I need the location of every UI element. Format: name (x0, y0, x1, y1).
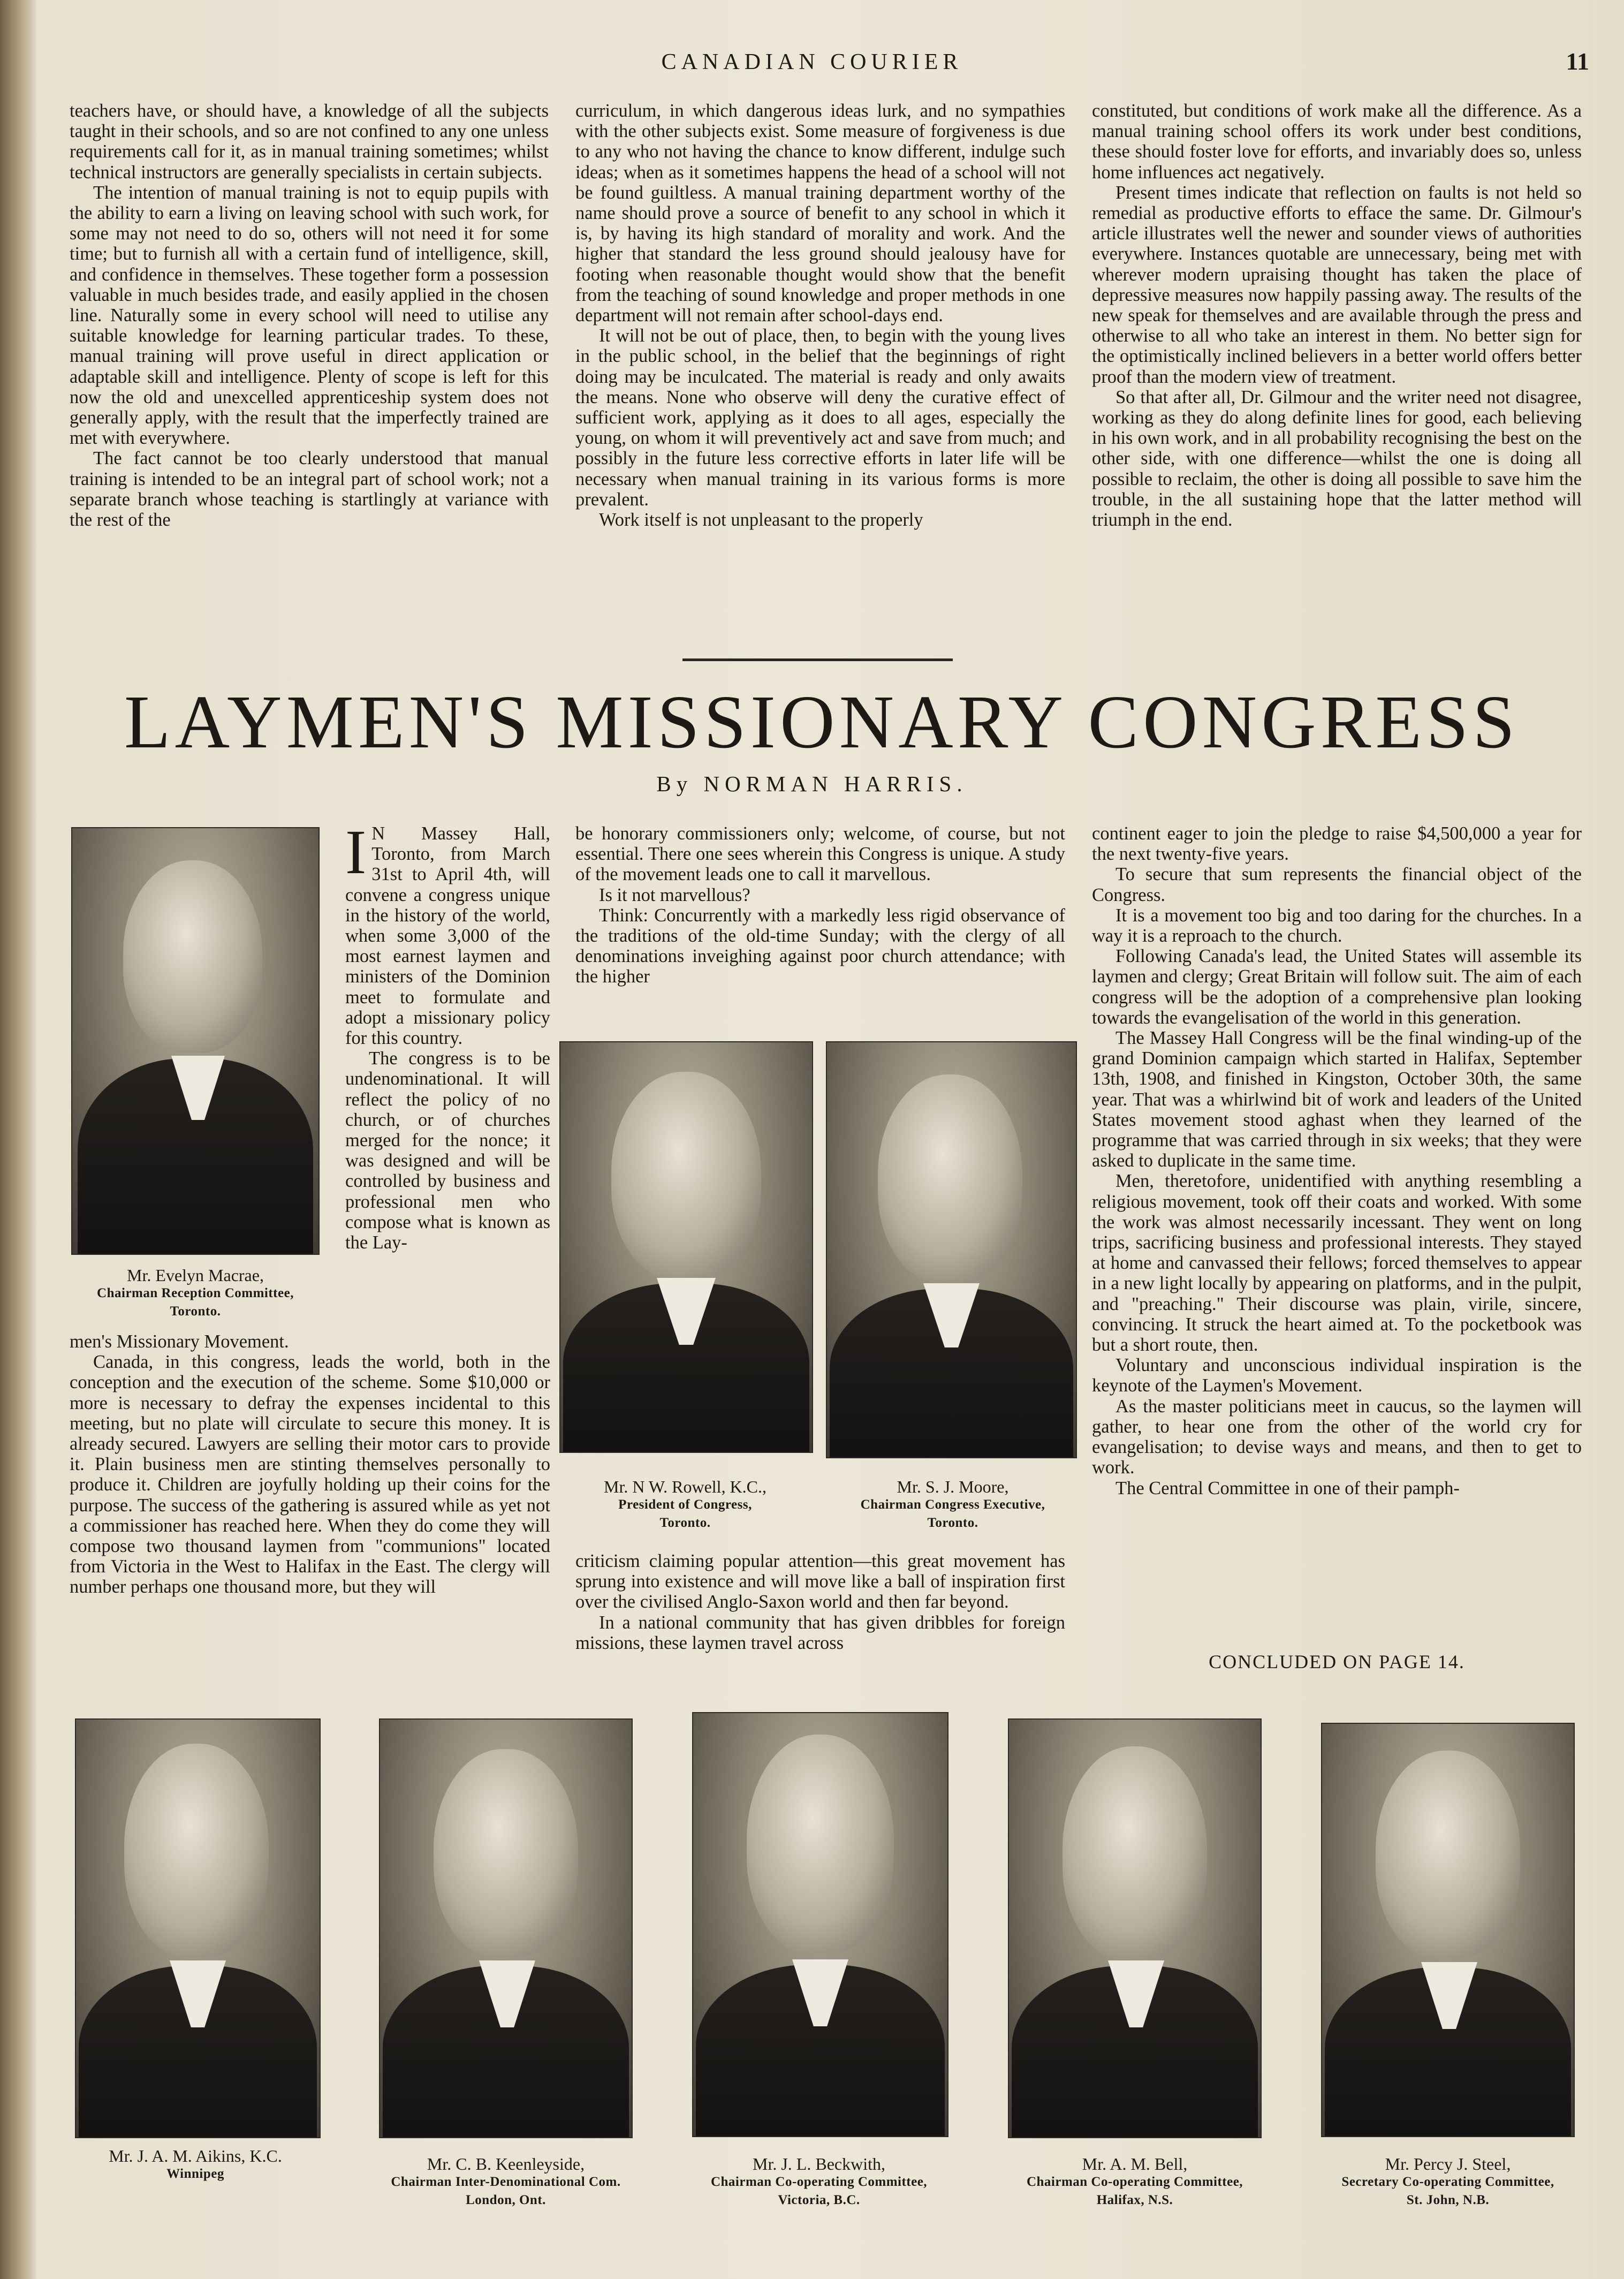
top-article-column-3 (1092, 101, 1582, 530)
portrait-name: Mr. N W. Rowell, K.C., (603, 1477, 767, 1496)
portrait-place: London, Ont. (466, 2193, 546, 2207)
portrait-steel-photo (1321, 1723, 1575, 2137)
paragraph: Canada, in this congress, leads the world, both in the conception and the execution of the scheme. Some $10,000 or more is necessary to defray the expenses incidental to this meeting, but no plate will circulate to secure this money. It is already secured. Lawyers are selling their motor cars to provide it. Plain business men are stinting themselves personally to produce it. Children are joyfully holding up their coins for the purpose. The success of the gathering is assured while as yet not a commissioner has reached here. When they do come they will compose two thousand laymen from "communions" located from Victoria in the West to Halifax in the East. The clergy will number perhaps one thousand more, but they will (70, 1352, 550, 1597)
portrait-name: Mr. J. L. Beckwith, (753, 2154, 885, 2174)
paragraph: constituted, but conditions of work make all the difference. As a manual training school offers its work under best conditions, these should foster love for efforts, and invariably does so, unless home influences act negatively. (1092, 101, 1582, 183)
paragraph: So that after all, Dr. Gilmour and the writer need not disagree, working as they do along definite lines for good, each believing in his own work, and in all probability recognising the best on the other side, with one difference—whilst the one is doing all possible to reclaim, the other is doing all possible to save him the trouble, in the all sustaining hope that the latter method will triumph in the end. (1092, 387, 1582, 531)
paragraph: To secure that sum represents the financial object of the Congress. (1092, 864, 1582, 905)
paragraph: be honorary commissioners only; welcome, of course, but not essential. There one sees wherein this Congress is unique. A study of the movement leads one to call it marvellous. (575, 823, 1065, 885)
article-column-2-top (575, 823, 1065, 987)
portrait-place: St. John, N.B. (1406, 2193, 1490, 2207)
paragraph: In a national community that has given dribbles for foreign missions, these laymen travel across (575, 1612, 1065, 1653)
portrait-keenleyside-photo (379, 1718, 633, 2138)
portrait-place: Toronto. (659, 1516, 711, 1530)
paragraph: Think: Concurrently with a markedly less rigid observance of the traditions of the old-time Sunday; with the clergy of all denominations inveighing against poor church attendance; with the higher (575, 905, 1065, 987)
portrait-name: Mr. Percy J. Steel, (1385, 2154, 1511, 2174)
portrait-bell-caption (985, 2155, 1285, 2209)
paragraph: The intention of manual training is not to equip pupils with the ability to earn a living on leaving school with such work, for some may not need to do so, others will not need it for some time; but to furnish all with a certain fund of intelligence, skill, and confidence in themselves. These together form a possession valuable in much besides trade, and easily applied in the chosen line. Naturally some in every school will need to utilise any suitable knowledge for learning particular trades. To these, manual training will prove useful in direct application or adaptable skill and intelligence. Plenty of scope is left for this now the old and unexcelled apprenticeship system does not generally apply, with the result that the imperfectly trained are met with everywhere. (70, 182, 549, 449)
article-column-3 (1092, 823, 1582, 1498)
paragraph: teachers have, or should have, a knowledge of all the subjects taught in their schools, and so are not confined to any one unless requirements call for it, as in manual training sometimes; whilst technical instructors are generally specialists in certain subjects. (70, 101, 549, 183)
paragraph-text: N Massey Hall, Toronto, from March 31st to April 4th, will convene a congress unique in the history of the world, when some 3,000 of the most earnest laymen and ministers of the Dominion meet to formulate and adopt a missionary policy for this country. (345, 823, 550, 1049)
portrait-rowell-photo (559, 1041, 813, 1453)
paragraph: Men, theretofore, unidentified with anything resembling a religious movement, took off their coats and worked. With some the work was almost necessarily incessant. They went on long trips, sacrificing business and professional interests. They stayed at home and canvassed their fellows; forced themselves to appear in a new light locally by appearing on platforms, and in the pulpit, and "preaching." Their discourse was plain, virile, sincere, convincing. It struck the heart aimed at. To the pocketbook was but a short route, then. (1092, 1171, 1582, 1356)
paragraph: men's Missionary Movement. (70, 1331, 289, 1352)
portrait-aikins-photo (75, 1718, 321, 2138)
portrait-name: Mr. J. A. M. Aikins, K.C. (109, 2146, 282, 2166)
top-article-column-2 (575, 101, 1065, 530)
paragraph: The Massey Hall Congress will be the final winding-up of the grand Dominion campaign which started in Halifax, September 13th, 1908, and finished in Kingston, October 30th, the same year. That was a whirlwind bit of work and leaders of the United States movement stood aghast when they learned of the programme that was carried through in six weeks; that they were asked to duplicate in the same time. (1092, 1028, 1582, 1171)
section-divider (682, 658, 953, 661)
portrait-keenleyside-caption (353, 2155, 658, 2209)
portrait-role: Chairman Co-operating Committee, (1026, 2175, 1243, 2189)
portrait-macrae-photo (71, 827, 320, 1255)
paragraph: As the master politicians meet in caucus, so the laymen will gather, to hear one from the other of the world cry for evangelisation; to devise ways and means, and then to get to work. (1092, 1396, 1582, 1478)
paragraph: The fact cannot be too clearly understood that manual training is intended to be an integral part of school work; not a separate branch whose teaching is startlingly at variance with the rest of the (70, 448, 549, 531)
running-head: CANADIAN COURIER (661, 50, 963, 74)
portrait-beckwith-caption (669, 2155, 969, 2209)
portrait-bell-photo (1008, 1718, 1262, 2138)
portrait-place: Halifax, N.S. (1096, 2193, 1173, 2207)
paragraph: criticism claiming popular attention—this great movement has sprung into existence and will move like a ball of inspiration first over the civilised Anglo-Saxon world and then far beyond. (575, 1551, 1065, 1612)
paragraph: The congress is to be undenominational. It will reflect the policy of no church, or of churches merged for the nonce; it was designed and will be controlled by business and professional men who compose what is known as the Lay- (345, 1048, 550, 1253)
portrait-name: Mr. C. B. Keenleyside, (427, 2154, 585, 2174)
portrait-role: Chairman Congress Executive, (860, 1497, 1045, 1512)
article-byline: By NORMAN HARRIS. (656, 771, 968, 796)
article-column-1 (345, 817, 550, 1253)
binding-edge (0, 0, 37, 2279)
paragraph: Present times indicate that reflection on faults is not held so remedial as productive efforts to efface the same. Dr. Gilmour's article illustrates well the newer and sounder views of authorities everywhere. Instances quotable are unnecessary, being met with wherever modern upraising thought has taken the place of depressive measures now happily passing away. The results of the new speak for themselves and are available through the press and otherwise to all who take an interest in them. No better sign for the optimistically inclined believers in a better world offers better proof than the modern view of treatment. (1092, 182, 1582, 387)
portrait-beckwith-photo (692, 1712, 948, 2137)
portrait-role: Chairman Reception Committee, (97, 1286, 294, 1300)
top-article-column-1 (70, 101, 549, 530)
paragraph: The Central Committee in one of their pamph- (1115, 1478, 1460, 1498)
paragraph: curriculum, in which dangerous ideas lurk, and no sympathies with the other subjects exist. Some measure of forgiveness is due to any who not having the chance to know different, indulge such ideas; when as it sometimes happens the head of a school will not be found guiltless. A manual training department worthy of the name should prove a source of benefit to any school in which it is, by having its high standard of morality and work. And the higher that standard the less ground should jealousy have for footing when reasonable thought would show that the benefit from the teaching of sound knowledge and proper methods in one department will not remain after school-days end. (575, 101, 1065, 326)
paragraph: It is a movement too big and too daring for the churches. In a way it is a reproach to the church. (1092, 905, 1582, 947)
portrait-name: Mr. S. J. Moore, (897, 1477, 1009, 1496)
article-column-2-bottom (575, 1551, 1065, 1653)
portrait-moore-photo (826, 1041, 1077, 1458)
paragraph: Is it not marvellous? (599, 884, 750, 905)
drop-cap: I (345, 817, 367, 887)
portrait-place: Victoria, B.C. (778, 2193, 860, 2207)
paragraph (345, 817, 550, 1049)
portrait-place: Toronto. (927, 1516, 978, 1530)
portrait-role: Chairman Inter-Denominational Com. (391, 2175, 621, 2189)
paragraph: It will not be out of place, then, to begin with the young lives in the public school, in the belief that the beginnings of right doing may be inculcated. The material is ready and only awaits the means. None who observe will deny the curative effect of sufficient work, applying as it does to all ages, especially the young, on whom it will preventively act and save from much; and possibly in the future less corrective efforts in later life will be necessary when manual training in its various forms is more prevalent. (575, 325, 1065, 510)
paragraph: Voluntary and unconscious individual inspiration is the keynote of the Laymen's Movement. (1092, 1355, 1582, 1396)
portrait-moore-caption (827, 1478, 1079, 1532)
article-column-1-continued (70, 1331, 550, 1597)
continuation-notice: CONCLUDED ON PAGE 14. (1209, 1651, 1465, 1672)
portrait-steel-caption (1295, 2155, 1600, 2209)
portrait-name: Mr. Evelyn Macrae, (127, 1266, 264, 1285)
portrait-place: Toronto. (170, 1304, 221, 1319)
portrait-aikins-caption (70, 2147, 321, 2183)
article-headline: LAYMEN'S MISSIONARY CONGRESS (124, 679, 1520, 764)
portrait-role: Chairman Co-operating Committee, (710, 2175, 928, 2189)
portrait-role: Winnipeg (166, 2167, 224, 2181)
portrait-macrae-caption (59, 1266, 332, 1321)
portrait-role: Secretary Co-operating Committee, (1341, 2175, 1554, 2189)
paragraph: continent eager to join the pledge to raise $4,500,000 a year for the next twenty-five years. (1092, 823, 1582, 865)
portrait-role: President of Congress, (618, 1497, 752, 1512)
portrait-rowell-caption (557, 1478, 814, 1532)
paragraph: Following Canada's lead, the United States will assemble its laymen and clergy; Great Britain will follow suit. The aim of each congress will be the adoption of a comprehensive plan looking towards the evangelisation of the world in this generation. (1092, 946, 1582, 1028)
paragraph: Work itself is not unpleasant to the properly (599, 510, 923, 531)
portrait-name: Mr. A. M. Bell, (1082, 2154, 1188, 2174)
page-number: 11 (1566, 48, 1589, 75)
